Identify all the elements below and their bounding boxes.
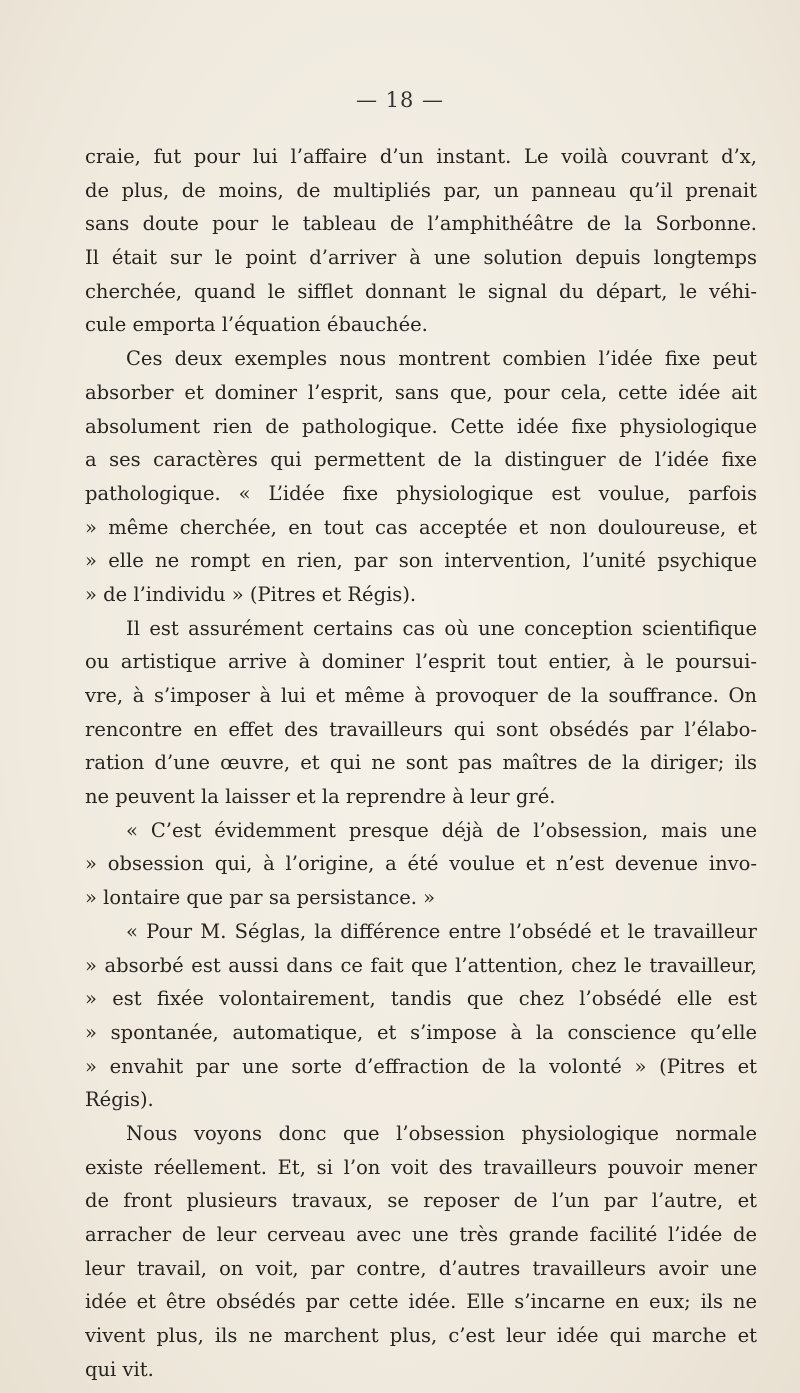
text-line: Régis). [85,1088,154,1112]
text-line: craie, fut pour lui l’affaire d’un instant. Le voilà couvrant d’x, [85,145,757,168]
text-line: Ces deux exemples nous montrent combien l’idée fixe peut [126,347,757,371]
text-line: Il est assurément certains cas où une conception scientifique [126,616,757,640]
text-line: rencontre en effet des travailleurs qui sont obsédés par l’élabo- [85,717,757,741]
text-line: absolument rien de pathologique. Cette idée fixe physiologique [85,414,757,438]
text-line: » obsession qui, à l’origine, a été voulue et n’est devenue invo- [85,852,757,876]
body-text [85,140,757,1386]
text-line: leur travail, on voit, par contre, d’autres travailleurs avoir une [85,1256,757,1280]
text-line: Nous voyons donc que l’obsession physiologique normale [126,1121,757,1145]
text-line: sans doute pour le tableau de l’amphithéâtre de la Sorbonne. [85,212,757,236]
text-line: a ses caractères qui permettent de la distinguer de l’idée fixe [85,448,757,472]
text-line: » envahit par une sorte d’effraction de la volonté » (Pitres et [85,1054,757,1078]
text-line: arracher de leur cerveau avec une très grande facilité l’idée de [85,1223,757,1246]
text-line: vivent plus, ils ne marchent plus, c’est leur idée qui marche et [85,1324,757,1348]
text-line: » est fixée volontairement, tandis que chez l’obsédé elle est [85,987,757,1011]
text-line: « Pour M. Séglas, la différence entre l’obsédé et le travailleur [126,919,757,943]
text-line: ration d’une œuvre, et qui ne sont pas maîtres de la diriger; ils [85,751,757,775]
text-line: » absorbé est aussi dans ce fait que l’attention, chez le travailleur, [85,953,757,977]
text-line: » même cherchée, en tout cas acceptée et non douloureuse, et [85,515,757,539]
text-line: pathologique. « L’idée fixe physiologique est voulue, parfois [85,481,757,505]
text-line: cherchée, quand le sifflet donnant le signal du départ, le véhi- [85,279,757,303]
text-line: qui vit. [85,1357,154,1381]
text-line: idée et être obsédés par cette idée. Elle s’incarne en eux; ils ne [85,1290,757,1314]
text-line: absorber et dominer l’esprit, sans que, pour cela, cette idée ait [85,380,757,404]
text-line: de front plusieurs travaux, se reposer de l’un par l’autre, et [85,1189,757,1213]
text-line: » elle ne rompt en rien, par son intervention, l’unité psychique [85,549,757,573]
text-line: cule emporta l’équation ébauchée. [85,313,428,337]
text-line: ne peuvent la laisser et la reprendre à leur gré. [85,785,556,809]
text-line: » de l’individu » (Pitres et Régis). [85,582,417,606]
page-number: — 18 — [355,88,445,112]
text-line: existe réellement. Et, si l’on voit des travailleurs pouvoir mener [85,1155,757,1179]
text-line: » spontanée, automatique, et s’impose à la conscience qu’elle [85,1020,757,1044]
text-line: « C’est évidemment presque déjà de l’obsession, mais une [126,818,757,842]
text-line: de plus, de moins, de multipliés par, un panneau qu’il prenait [85,178,757,202]
text-line: ou artistique arrive à dominer l’esprit tout entier, à le poursui- [85,650,757,674]
text-line: Il était sur le point d’arriver à une solution depuis longtemps [85,246,757,270]
text-line: vre, à s’imposer à lui et même à provoquer de la souffrance. On [85,684,757,707]
text-line: » lontaire que par sa persistance. » [85,886,436,910]
